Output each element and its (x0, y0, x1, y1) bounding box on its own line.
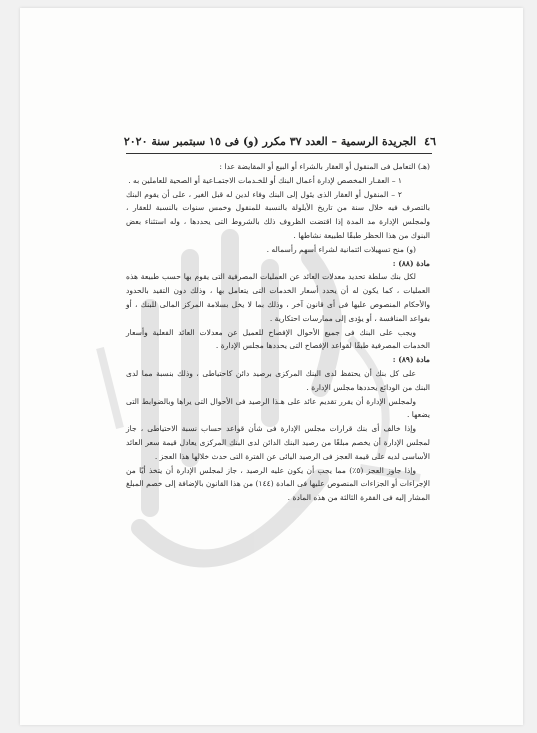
paragraph: (و) منح تسهيلات ائتمانية لشراء أسهم رأسماله . (266, 244, 416, 254)
gazette-title: الجريدة الرسمية – العدد ٣٧ مكرر (و) فى ١٥ سبتمبر سنة ٢٠٢٠ (123, 135, 417, 148)
page-header (123, 135, 436, 148)
page-number: ٤٦ (424, 135, 436, 148)
paragraph: وإذا جاوز العجز (٥٪) مما يجب أن يكون عليه الرصيد ، جاز لمجلس الإدارة أن يتخذ أيًا من الإجراءات أو الجزاءات المنصوص عليها فى المادة (١٤٤) من هذا القانون بالإضافة إلى خصم المبلغ المشار إليه فى الفقرة الثالثة من هذه المادة . (126, 465, 430, 503)
header-divider (126, 153, 432, 154)
document-body (126, 160, 430, 505)
paragraph: ولمجلس الإدارة أن يقرر تقديم عائد على هـذا الرصيد فى الأحوال التى يراها وبالضوابط التى يضعها . (126, 396, 430, 420)
paragraph: (هـ) التعامل فى المنقول أو العقار بالشراء أو البيع أو المقايضة عدا : (219, 162, 430, 171)
paragraph: وإذا خالف أى بنك قرارات مجلس الإدارة فى شأن قواعد حساب نسبة الاحتياطى ، جاز لمجلس الإدارة أن يخصم مبلغًا من رصيد البنك الدائن لدى البنك المركزى يعادل قيمة سعر العائد الأساسى لديه على قيمة العجز فى الرصيد اليائى عن الفترة التى حدث خلالها هذا العجز . (126, 424, 430, 461)
article-heading: مادة (٨٨) : (392, 258, 430, 268)
paragraph: ٢ – المنقول أو العقار الذى يئول إلى البنك وفاء لدين له قبل الغير ، على أن يقوم البنك بالتصرف فيه خلال سنة من تاريخ الأيلولة بالنسبة للمنقول وخمس سنوات بالنسبة للعقار ، ولمجلس الإدارة مد المدة إذا اقتضت الظروف ذلك بالشروط التى يحددها ، وله استثناء بعض البنوك من هذا الحظر طبقًا لطبيعة نشاطها . (126, 189, 430, 240)
paragraph: على كل بنك أن يحتفظ لدى البنك المركزى برصيد دائن كاحتياطى ، وذلك بنسبة مما لدى البنك من الودائع يحددها مجلس الإدارة . (126, 368, 430, 392)
document-page (20, 8, 523, 725)
paragraph: ويجب على البنك فى جميع الأحوال الإفصاح للعميل عن معدلات العائد الفعلية وأسعار الخدمات المصرفية طبقًا لقواعد الإفصاح التى يحددها مجلس الإدارة . (126, 327, 430, 351)
article-heading: مادة (٨٩) : (392, 355, 430, 365)
paragraph: ١ – العقـار المخصص لإدارة أعمال البنك أو للخـدمات الاجتمـاعية أو الصحية للعاملين به . (128, 175, 402, 185)
paragraph: لكل بنك سلطة تحديد معدلات العائد عن العمليات المصرفية التى يقوم بها حسب طبيعة هذه العمليات ، كما يكون له أن يحدد أسعار الخدمات التى يتعامل بها ، وذلك دون التقيد بالحدود والأحكام المنصوص عليها فى أى قانون آخر ، وذلك بما لا يخل بسلامة المركز المالى للبنك ، أو بقواعد المنافسة ، أو يؤدى إلى ممارسات احتكارية . (126, 272, 430, 323)
